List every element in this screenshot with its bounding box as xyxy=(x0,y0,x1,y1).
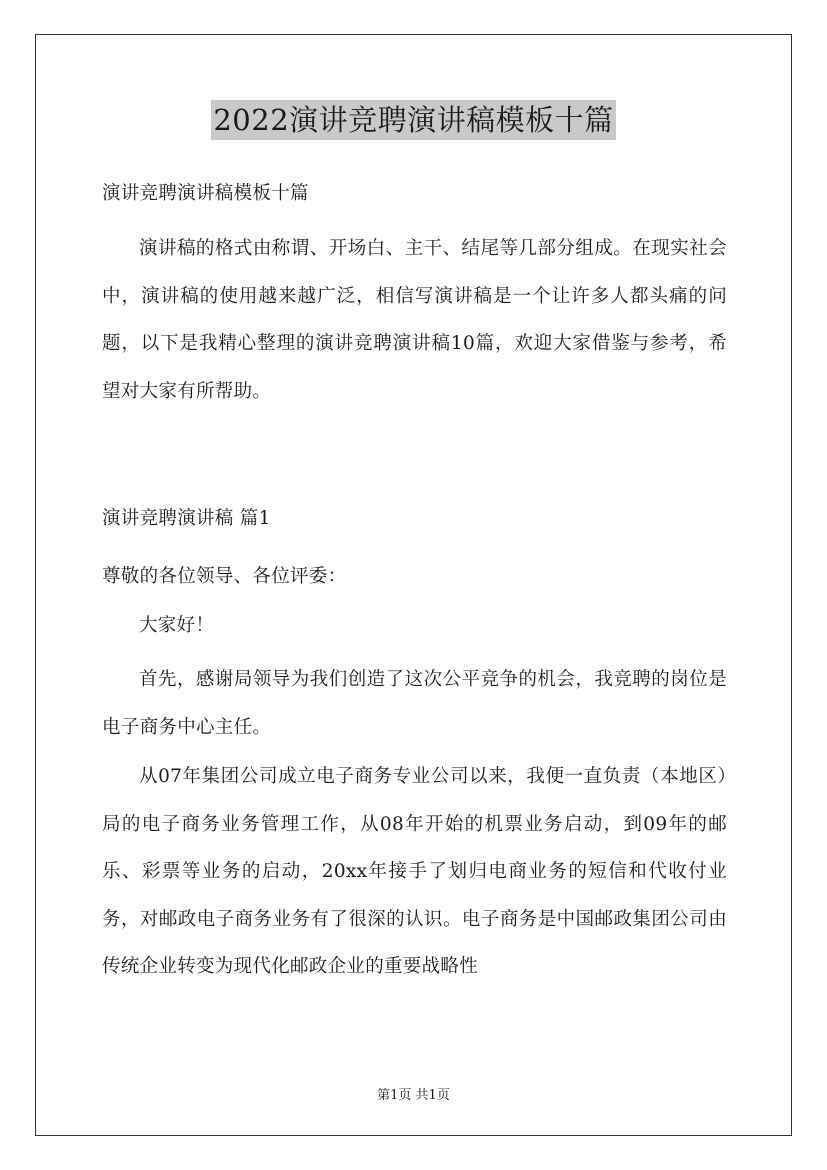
page-footer: 第1页 共1页 xyxy=(377,1088,450,1103)
paragraph-1: 首先，感谢局领导为我们创造了这次公平竞争的机会，我竞聘的岗位是电子商务中心主任。 xyxy=(102,669,727,738)
subtitle: 演讲竞聘演讲稿模板十篇 xyxy=(102,183,309,204)
intro-paragraph: 演讲稿的格式由称谓、开场白、主干、结尾等几部分组成。在现实社会中，演讲稿的使用越来越广泛，相信写演讲稿是一个让许多人都头痛的问题，以下是我精心整理的演讲竞聘演讲稿10篇，欢迎大家借鉴与参考，希望对大家有所帮助。 xyxy=(102,238,727,402)
paragraph-2: 从07年集团公司成立电子商务专业公司以来，我便一直负责（本地区）局的电子商务业务管理工作，从08年开始的机票业务启动，到09年的邮乐、彩票等业务的启动，20xx年接手了划归电商业务的短信和代收付业务，对邮政电子商务业务有了很深的认识。电子商务是中国邮政集团公司由传统企业转变为现代化邮政企业的重要战略性 xyxy=(102,766,727,977)
document-title: 2022演讲竞聘演讲稿模板十篇 xyxy=(211,100,615,140)
salutation: 尊敬的各位领导、各位评委： xyxy=(102,566,347,587)
title-wrapper xyxy=(0,100,827,140)
greeting: 大家好！ xyxy=(139,615,215,636)
section-heading: 演讲竞聘演讲稿 篇1 xyxy=(102,508,271,529)
